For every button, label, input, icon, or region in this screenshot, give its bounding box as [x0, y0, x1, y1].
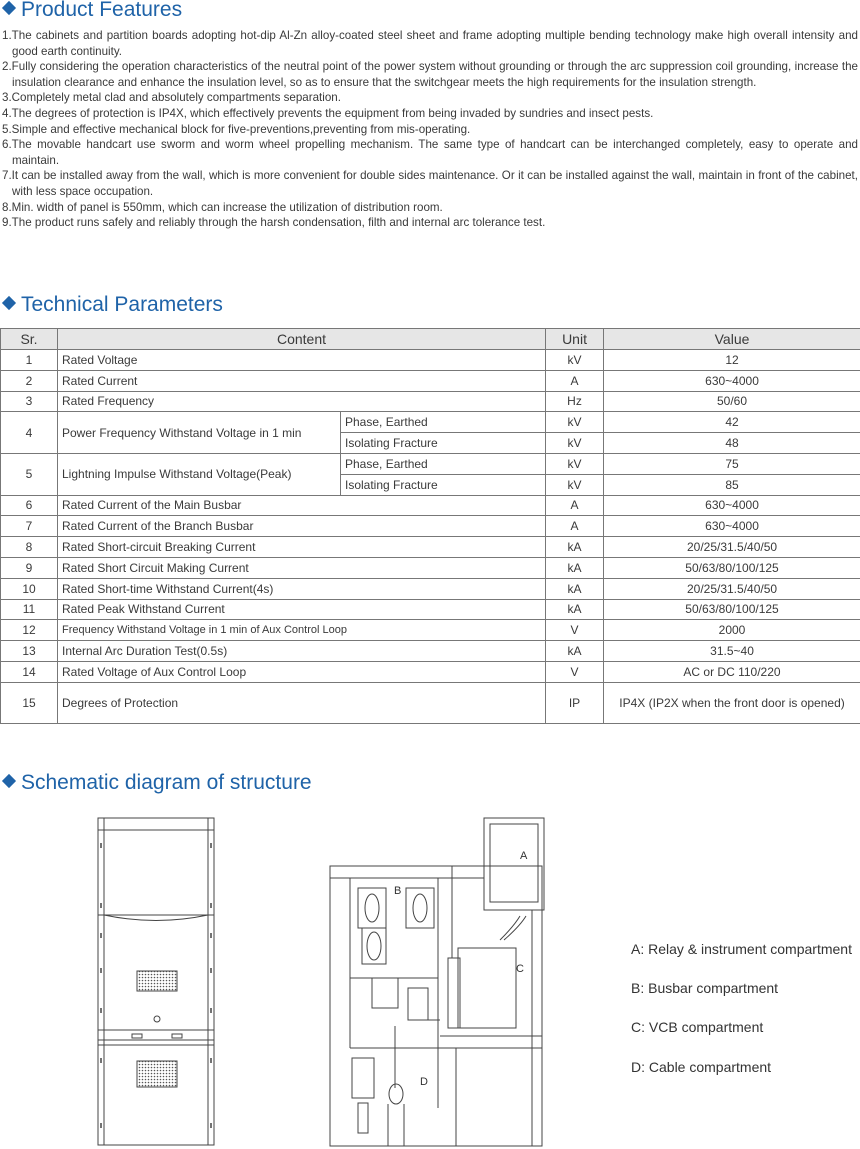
row-sr: 1 — [1, 350, 58, 371]
feature-item: 5.Simple and effective mechanical block for five-preventions,preventing from mis-operating. — [2, 122, 471, 136]
row-value: 31.5~40 — [604, 641, 860, 662]
row-unit: Hz — [546, 391, 604, 412]
label-c: C — [516, 963, 524, 975]
row-unit: kA — [546, 578, 604, 599]
row-value: 85 — [604, 474, 860, 495]
row-unit: A — [546, 495, 604, 516]
row-subitem: Isolating Fracture — [341, 433, 546, 454]
features-heading — [4, 0, 182, 22]
row-content: Rated Current of the Branch Busbar — [58, 516, 546, 537]
diamond-bullet-icon — [2, 774, 16, 788]
row-value: 42 — [604, 412, 860, 433]
row-unit: V — [546, 661, 604, 682]
row-unit: kV — [546, 350, 604, 371]
row-unit: A — [546, 516, 604, 537]
row-sr: 10 — [1, 578, 58, 599]
table-row — [1, 412, 860, 433]
params-heading — [4, 293, 223, 317]
header-unit: Unit — [546, 329, 604, 350]
row-value: 630~4000 — [604, 495, 860, 516]
diamond-bullet-icon — [2, 296, 16, 310]
table-row — [1, 391, 860, 412]
table-row — [1, 599, 860, 620]
header-value: Value — [604, 329, 860, 350]
row-sr: 4 — [1, 412, 58, 454]
row-content: Power Frequency Withstand Voltage in 1 min — [58, 412, 341, 454]
row-unit: kA — [546, 537, 604, 558]
row-unit: kV — [546, 474, 604, 495]
row-content: Rated Current — [58, 370, 546, 391]
front-view-cabinet — [98, 818, 214, 1145]
table-row — [1, 641, 860, 662]
row-value: 12 — [604, 350, 860, 371]
row-unit: V — [546, 620, 604, 641]
label-a: A — [520, 850, 528, 862]
row-sr: 14 — [1, 661, 58, 682]
row-unit: kA — [546, 641, 604, 662]
header-sr: Sr. — [1, 329, 58, 350]
structure-diagram — [0, 808, 860, 1149]
table-row — [1, 350, 860, 371]
row-subitem: Phase, Earthed — [341, 412, 546, 433]
schematic-heading — [4, 771, 312, 795]
row-unit: kA — [546, 557, 604, 578]
label-d: D — [420, 1076, 428, 1088]
row-content: Rated Peak Withstand Current — [58, 599, 546, 620]
features-list — [2, 28, 858, 231]
parameters-table — [0, 328, 860, 724]
row-value: 20/25/31.5/40/50 — [604, 578, 860, 599]
feature-item: 2.Fully considering the operation characteristics of the neutral point of the power system without grounding or through the arc suppression coil grounding, increase the insulation clearance and enhance the insulation level, so as to ensure that the switchgear meets the high requirements for the insulation strength. — [2, 60, 858, 89]
table-header-row — [1, 329, 860, 350]
diamond-bullet-icon — [2, 1, 16, 15]
row-content: Rated Short-circuit Breaking Current — [58, 537, 546, 558]
row-unit: kV — [546, 412, 604, 433]
row-value: 630~4000 — [604, 516, 860, 537]
schematic-heading-text: Schematic diagram of structure — [21, 771, 312, 794]
row-sr: 13 — [1, 641, 58, 662]
row-sr: 11 — [1, 599, 58, 620]
row-sr: 6 — [1, 495, 58, 516]
table-row — [1, 620, 860, 641]
row-value: 2000 — [604, 620, 860, 641]
row-sr: 15 — [1, 682, 58, 723]
side-section-view — [330, 818, 544, 1146]
row-value: 20/25/31.5/40/50 — [604, 537, 860, 558]
row-unit: kV — [546, 433, 604, 454]
row-content: Rated Voltage of Aux Control Loop — [58, 661, 546, 682]
row-unit: kV — [546, 453, 604, 474]
row-content: Lightning Impulse Withstand Voltage(Peak) — [58, 453, 341, 495]
legend-c: C: VCB compartment — [631, 1019, 764, 1035]
features-heading-text: Product Features — [21, 0, 183, 21]
row-subitem: Phase, Earthed — [341, 453, 546, 474]
table-row — [1, 495, 860, 516]
row-value: 630~4000 — [604, 370, 860, 391]
label-b: B — [394, 885, 402, 897]
row-content: Rated Short-time Withstand Current(4s) — [58, 578, 546, 599]
feature-item: 9.The product runs safely and reliably through the harsh condensation, filth and internal arc tolerance test. — [2, 216, 546, 230]
feature-item: 3.Completely metal clad and absolutely compartments separation. — [2, 91, 341, 105]
row-value: IP4X (IP2X when the front door is opened) — [604, 682, 860, 723]
row-content: Rated Frequency — [58, 391, 546, 412]
table-row — [1, 537, 860, 558]
table-row — [1, 578, 860, 599]
table-row — [1, 557, 860, 578]
row-content: Degrees of Protection — [58, 682, 546, 723]
feature-item: 8.Min. width of panel is 550mm, which can increase the utilization of distribution room. — [2, 200, 443, 214]
row-sr: 2 — [1, 370, 58, 391]
feature-item: 1.The cabinets and partition boards adopting hot-dip Al-Zn alloy-coated steel sheet and frame adopting multiple bending technology make high overall intensity and good earth continuity. — [2, 29, 858, 58]
row-value: AC or DC 110/220 — [604, 661, 860, 682]
feature-item: 4.The degrees of protection is IP4X, which effectively prevents the equipment from being invaded by sundries and insect pests. — [2, 106, 654, 120]
row-value: 75 — [604, 453, 860, 474]
header-content: Content — [58, 329, 546, 350]
row-sr: 3 — [1, 391, 58, 412]
legend-a: A: Relay & instrument compartment — [631, 941, 852, 957]
table-row — [1, 370, 860, 391]
row-content: Internal Arc Duration Test(0.5s) — [58, 641, 546, 662]
row-content: Rated Voltage — [58, 350, 546, 371]
row-value: 50/63/80/100/125 — [604, 557, 860, 578]
row-subitem: Isolating Fracture — [341, 474, 546, 495]
row-value: 50/63/80/100/125 — [604, 599, 860, 620]
row-unit: A — [546, 370, 604, 391]
row-unit: IP — [546, 682, 604, 723]
row-sr: 5 — [1, 453, 58, 495]
legend-d: D: Cable compartment — [631, 1059, 772, 1075]
row-content: Frequency Withstand Voltage in 1 min of Aux Control Loop — [58, 620, 546, 641]
row-sr: 12 — [1, 620, 58, 641]
row-content: Rated Short Circuit Making Current — [58, 557, 546, 578]
row-sr: 8 — [1, 537, 58, 558]
table-row — [1, 516, 860, 537]
legend-b: B: Busbar compartment — [631, 980, 779, 996]
table-row — [1, 682, 860, 723]
row-content: Rated Current of the Main Busbar — [58, 495, 546, 516]
params-heading-text: Technical Parameters — [21, 293, 223, 316]
row-sr: 7 — [1, 516, 58, 537]
row-unit: kA — [546, 599, 604, 620]
table-row — [1, 661, 860, 682]
row-sr: 9 — [1, 557, 58, 578]
table-row — [1, 453, 860, 474]
feature-item: 6.The movable handcart use sworm and worm wheel propelling mechanism. The same type of handcart can be interchanged completely, easy to operate and maintain. — [2, 138, 858, 167]
feature-item: 7.It can be installed away from the wall, which is more convenient for double sides maintenance. Or it can be installed against the wall, maintain in front of the cabinet, with less space occupation. — [2, 169, 858, 198]
row-value: 50/60 — [604, 391, 860, 412]
row-value: 48 — [604, 433, 860, 454]
